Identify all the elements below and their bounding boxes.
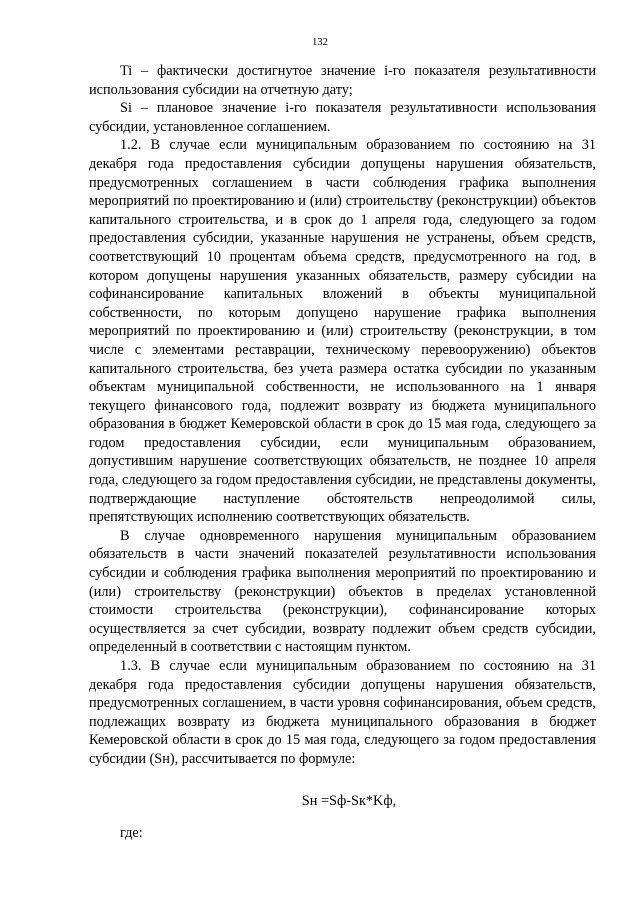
paragraph-ti-definition: Ti – фактически достигнутое значение i-го показателя результативности использования субсидии на отчетную дату; bbox=[89, 63, 596, 98]
where-label: где: bbox=[120, 825, 143, 841]
paragraph-simultaneous-violation: В случае одновременного нарушения муниципальным образованием обязательств в части значений показателей результативности использования субсидии и соблюдения графика выполнения мероприятий по проектированию и (или) строительству (реконструкции) объектов в пределах установленной стоимости строительства (реконструкции), софинансирование которых осуществляется за счет субсидии, возврату подлежит объем средств субсидии, определенный в соответствии с настоящим пунктом. bbox=[89, 527, 596, 656]
page-number: 132 bbox=[312, 37, 328, 48]
document-body bbox=[89, 62, 596, 769]
paragraph-clause-1-2: 1.2. В случае если муниципальным образованием по состоянию на 31 декабря года предоставления субсидии допущены нарушения обязательств, предусмотренных соглашением в части соблюдения графика выполнения мероприятий по проектированию и (или) строительству (реконструкции) объектов капитального строительства, и в срок до 1 апреля года, следующего за годом предоставления субсидии, указанные нарушения не устранены, объем средств, соответствующий 10 процентам объема средств, предусмотренного на год, в котором допущены нарушения указанных обязательств, размеру субсидии на софинансирование капитальных вложений в объекты муниципальной собственности, по которым допущено нарушение графика выполнения мероприятий по проектированию и (или) строительству (реконструкции, в том числе с элементами реставрации, техническому перевооружению) объектов капитального строительства, без учета размера остатка субсидии по указанным объектам муниципальной собственности, не использованного на 1 января текущего финансового года, подлежит возврату из бюджета муниципального образования в бюджет Кемеровской области в срок до 15 мая года, следующего за годом предоставления субсидии, если муниципальным образованием, допустившим нарушение соответствующих обязательств, не позднее 10 апреля года, следующего за годом предоставления субсидии, не представлены документы, подтверждающие наступление обстоятельств непреодолимой силы, препятствующих исполнению соответствующих обязательств. bbox=[89, 137, 596, 526]
paragraph-clause-1-3: 1.3. В случае если муниципальным образованием по состоянию на 31 декабря года предоставления субсидии допущены нарушения обязательств, предусмотренных соглашением, в части уровня софинансирования, объем средств, подлежащих возврату из бюджета муниципального образования в бюджет Кемеровской области в срок до 15 мая года, следующего за годом предоставления субсидии (Sн), рассчитывается по формуле: bbox=[89, 658, 596, 767]
paragraph-si-definition: Si – плановое значение i-го показателя результативности использования субсидии, установленное соглашением. bbox=[89, 100, 596, 135]
formula: Sн =Sф-Sк*Kф, bbox=[301, 793, 397, 809]
